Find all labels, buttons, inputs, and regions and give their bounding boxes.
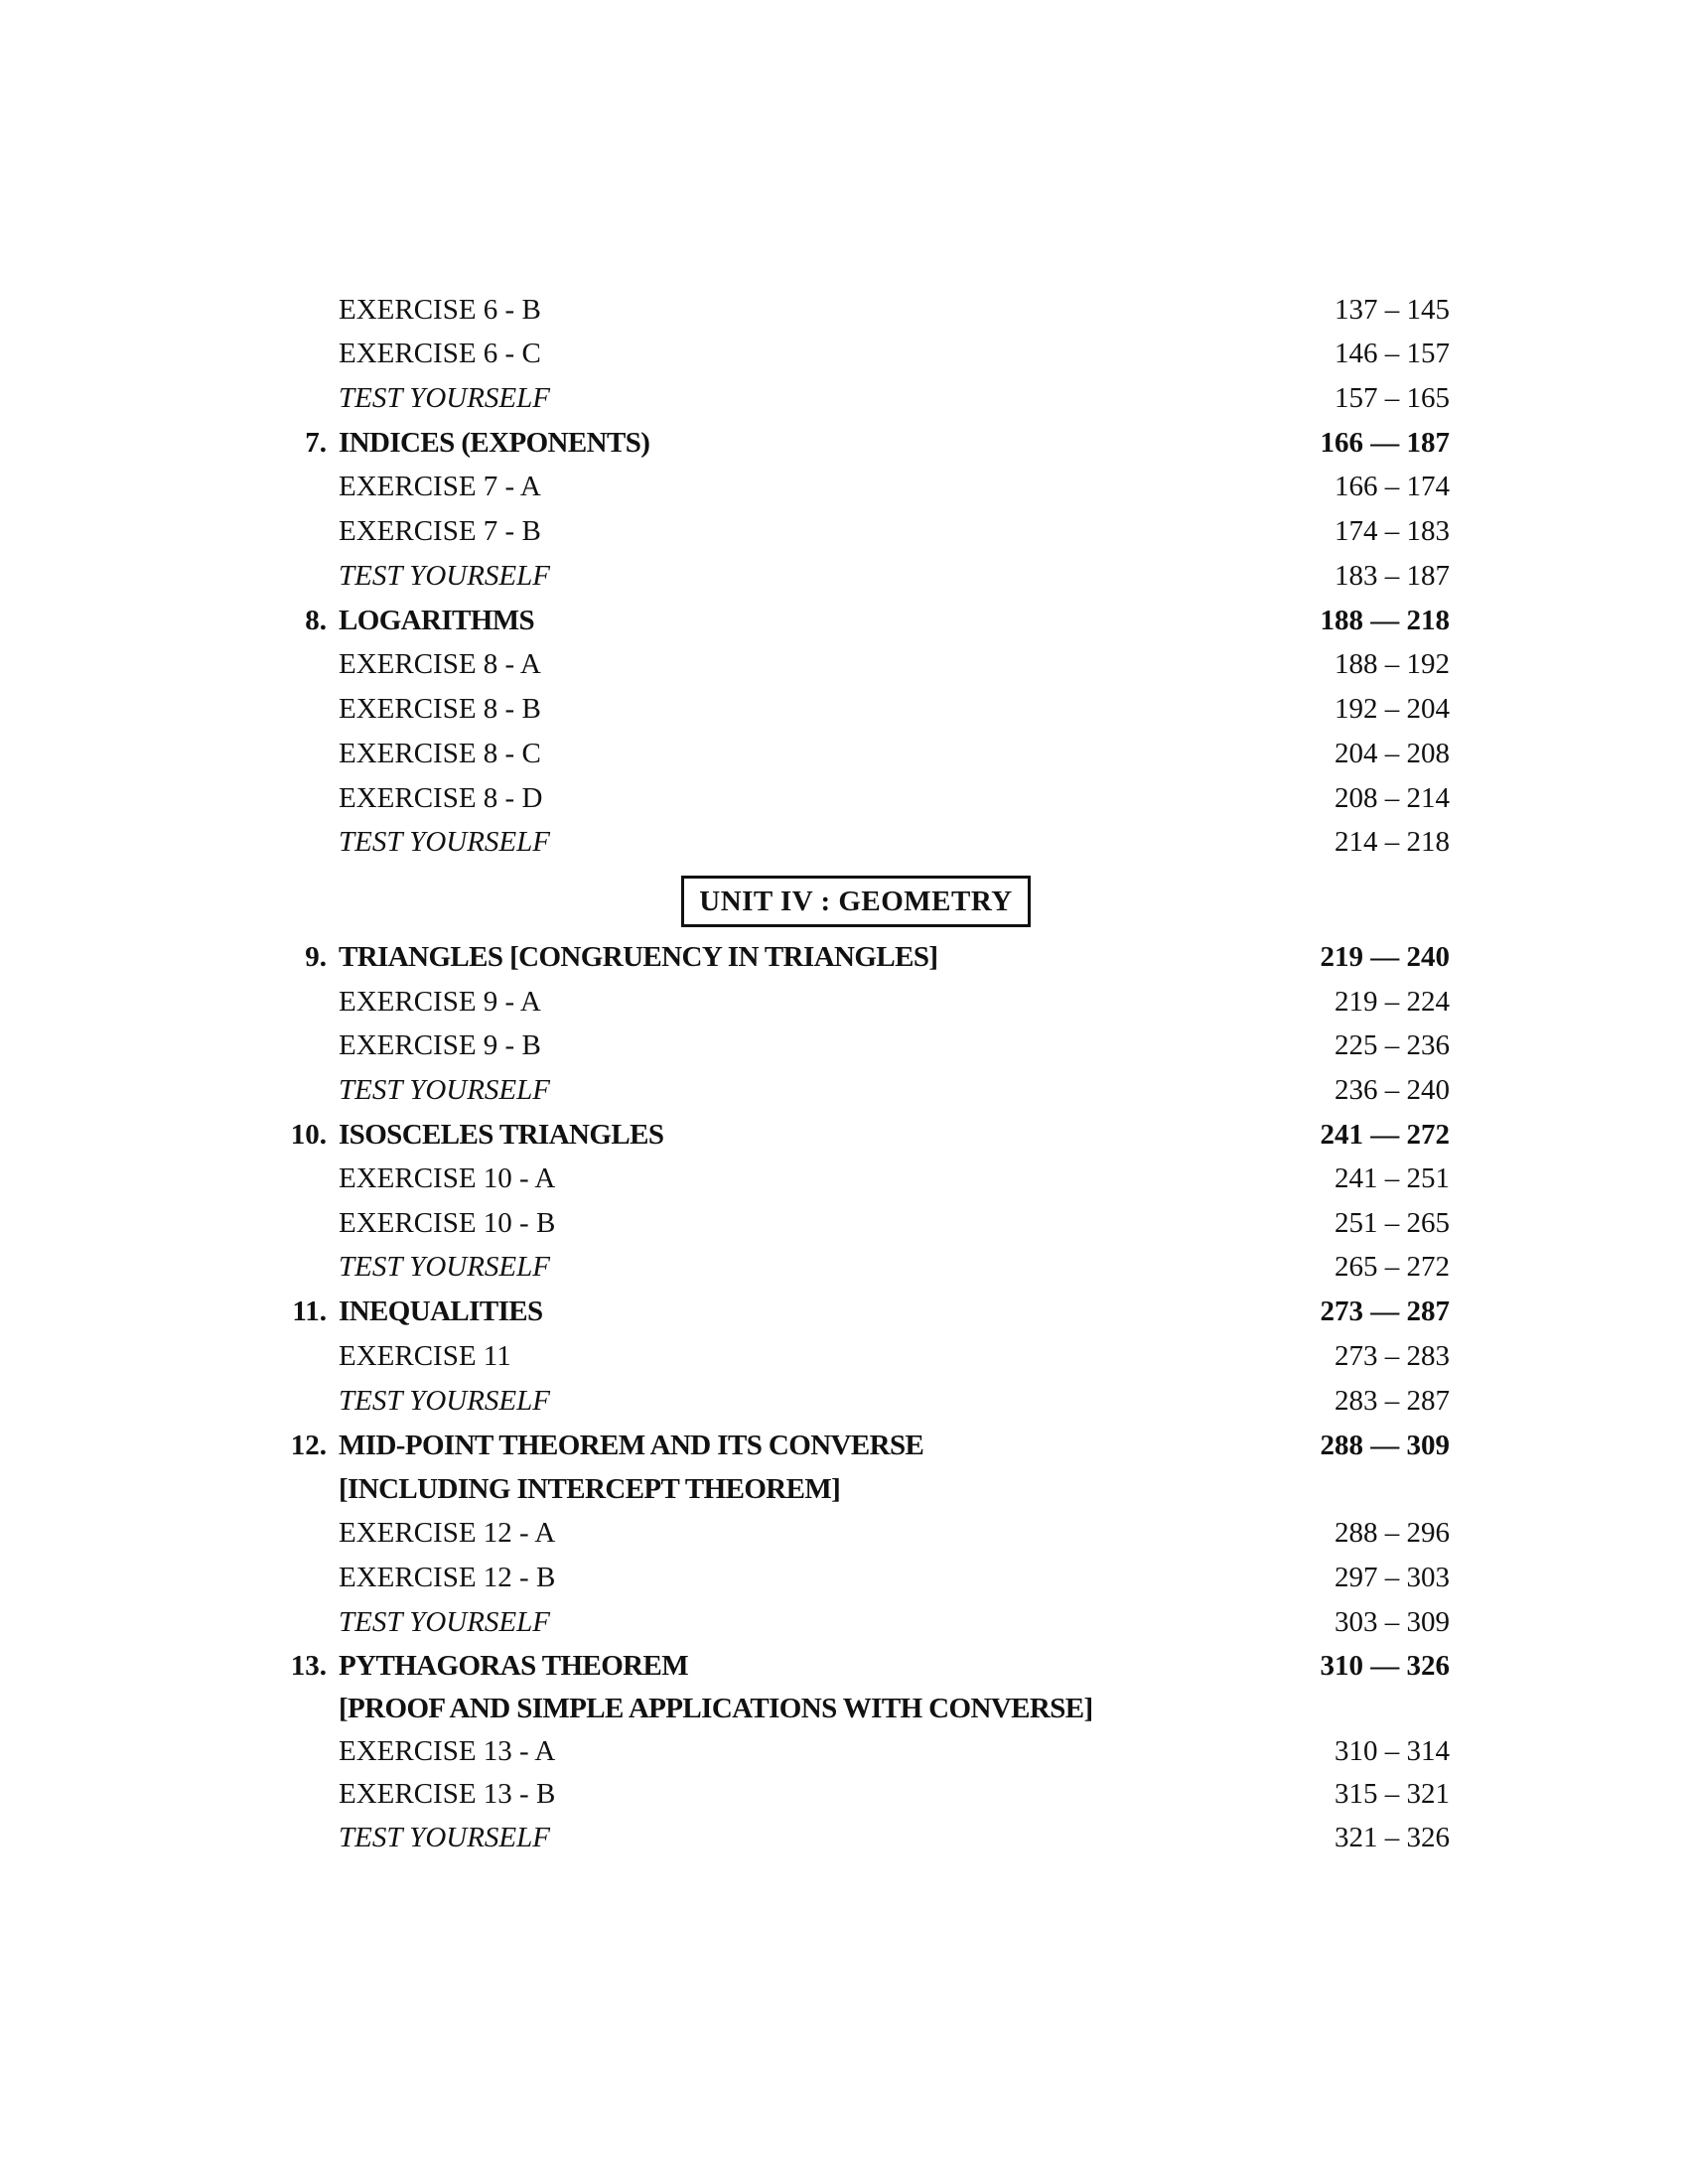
entry-title: EXERCISE 6 - C [339,338,541,369]
entry-title: EXERCISE 7 - B [339,515,541,547]
toc-test-row [0,376,1688,420]
page-range: 241 — 272 [1320,1119,1450,1151]
page-range: 183 – 187 [1335,560,1450,592]
page-range: 208 – 214 [1335,782,1450,814]
entry-title: INEQUALITIES [339,1296,543,1327]
page-range: 174 – 183 [1335,515,1450,547]
page-range: 146 – 157 [1335,338,1450,369]
toc-exercise-row [0,1334,1688,1378]
entry-title: TRIANGLES [CONGRUENCY IN TRIANGLES] [339,941,938,973]
chapter-number: 9. [305,941,327,973]
toc-exercise-row [0,1556,1688,1599]
entry-title: TEST YOURSELF [339,1074,550,1106]
toc-exercise-row [0,1024,1688,1067]
entry-title: EXERCISE 6 - B [339,294,541,326]
chapter-number: 10. [290,1119,327,1151]
toc-exercise-row [0,642,1688,686]
entry-title: MID-POINT THEOREM AND ITS CONVERSE [339,1430,924,1461]
page-range: 288 – 296 [1335,1517,1450,1549]
toc-exercise-row [0,980,1688,1024]
toc-chapter-row [0,1644,1688,1688]
page-range: 192 – 204 [1335,693,1450,725]
page-range: 137 – 145 [1335,294,1450,326]
entry-title: EXERCISE 8 - A [339,648,541,680]
toc-subtitle-row [0,1467,1688,1511]
toc-exercise-row [0,1511,1688,1555]
toc-exercise-row [0,1201,1688,1245]
page-range: 288 — 309 [1320,1430,1450,1461]
toc-test-row [0,1068,1688,1112]
entry-title: EXERCISE 12 - B [339,1562,556,1593]
page-range: 214 – 218 [1335,826,1450,858]
entry-title: EXERCISE 7 - A [339,471,541,502]
toc-exercise-row [0,776,1688,820]
page-range: 265 – 272 [1335,1251,1450,1283]
toc-exercise-row [0,465,1688,508]
page-range: 219 – 224 [1335,986,1450,1018]
entry-title: EXERCISE 8 - D [339,782,543,814]
toc-test-row [0,1816,1688,1859]
page-range: 225 – 236 [1335,1029,1450,1061]
entry-title: EXERCISE 12 - A [339,1517,556,1549]
page-range: 310 — 326 [1320,1650,1450,1682]
entry-title: EXERCISE 10 - B [339,1207,556,1239]
page-range: 157 – 165 [1335,382,1450,414]
toc-test-row [0,554,1688,598]
chapter-number: 11. [292,1296,327,1327]
toc-exercise-row [0,687,1688,731]
page-range: 241 – 251 [1335,1162,1450,1194]
toc-test-row [0,1379,1688,1423]
toc-exercise-row [0,332,1688,375]
entry-title: TEST YOURSELF [339,1251,550,1283]
toc-chapter-row [0,1424,1688,1467]
toc-exercise-row [0,509,1688,553]
entry-title: TEST YOURSELF [339,1606,550,1638]
page-range: 188 — 218 [1320,605,1450,636]
page-range: 188 – 192 [1335,648,1450,680]
page-range: 273 — 287 [1320,1296,1450,1327]
entry-title: TEST YOURSELF [339,826,550,858]
page-range: 166 — 187 [1320,427,1450,459]
page-range: 303 – 309 [1335,1606,1450,1638]
toc-exercise-row [0,732,1688,775]
toc-chapter-row [0,599,1688,642]
entry-title: EXERCISE 8 - B [339,693,541,725]
page-range: 315 – 321 [1335,1778,1450,1810]
toc-test-row [0,820,1688,864]
entry-title: EXERCISE 13 - A [339,1735,556,1767]
toc-chapter-row [0,1113,1688,1157]
entry-title: EXERCISE 9 - B [339,1029,541,1061]
entry-title: EXERCISE 13 - B [339,1778,556,1810]
page-range: 251 – 265 [1335,1207,1450,1239]
page-range: 273 – 283 [1335,1340,1450,1372]
page-range: 297 – 303 [1335,1562,1450,1593]
entry-title: TEST YOURSELF [339,382,550,414]
page-range: 310 – 314 [1335,1735,1450,1767]
entry-title: TEST YOURSELF [339,1822,550,1853]
entry-title: EXERCISE 11 [339,1340,511,1372]
entry-title: TEST YOURSELF [339,1385,550,1417]
chapter-number: 7. [305,427,327,459]
toc-subtitle-row [0,1687,1688,1730]
toc-chapter-row [0,421,1688,465]
toc-exercise-row [0,1729,1688,1773]
entry-title: EXERCISE 8 - C [339,738,541,769]
entry-title: [PROOF AND SIMPLE APPLICATIONS WITH CONVERSE] [339,1693,1093,1724]
entry-title: EXERCISE 10 - A [339,1162,556,1194]
page-range: 283 – 287 [1335,1385,1450,1417]
chapter-number: 12. [290,1430,327,1461]
page-range: 204 – 208 [1335,738,1450,769]
toc-exercise-row [0,288,1688,332]
entry-title: LOGARITHMS [339,605,535,636]
toc-test-row [0,1600,1688,1644]
entry-title: ISOSCELES TRIANGLES [339,1119,664,1151]
page-range: 219 — 240 [1320,941,1450,973]
page-range: 321 – 326 [1335,1822,1450,1853]
toc-chapter-row [0,935,1688,979]
toc-exercise-row [0,1157,1688,1200]
page-range: 166 – 174 [1335,471,1450,502]
page-range: 236 – 240 [1335,1074,1450,1106]
entry-title: EXERCISE 9 - A [339,986,541,1018]
entry-title: INDICES (EXPONENTS) [339,427,650,459]
toc-test-row [0,1245,1688,1289]
unit-heading: UNIT IV : GEOMETRY [681,876,1031,927]
entry-title: PYTHAGORAS THEOREM [339,1650,689,1682]
chapter-number: 8. [305,605,327,636]
toc-chapter-row [0,1290,1688,1333]
chapter-number: 13. [290,1650,327,1682]
entry-title: TEST YOURSELF [339,560,550,592]
entry-title: [INCLUDING INTERCEPT THEOREM] [339,1473,841,1505]
toc-exercise-row [0,1772,1688,1816]
